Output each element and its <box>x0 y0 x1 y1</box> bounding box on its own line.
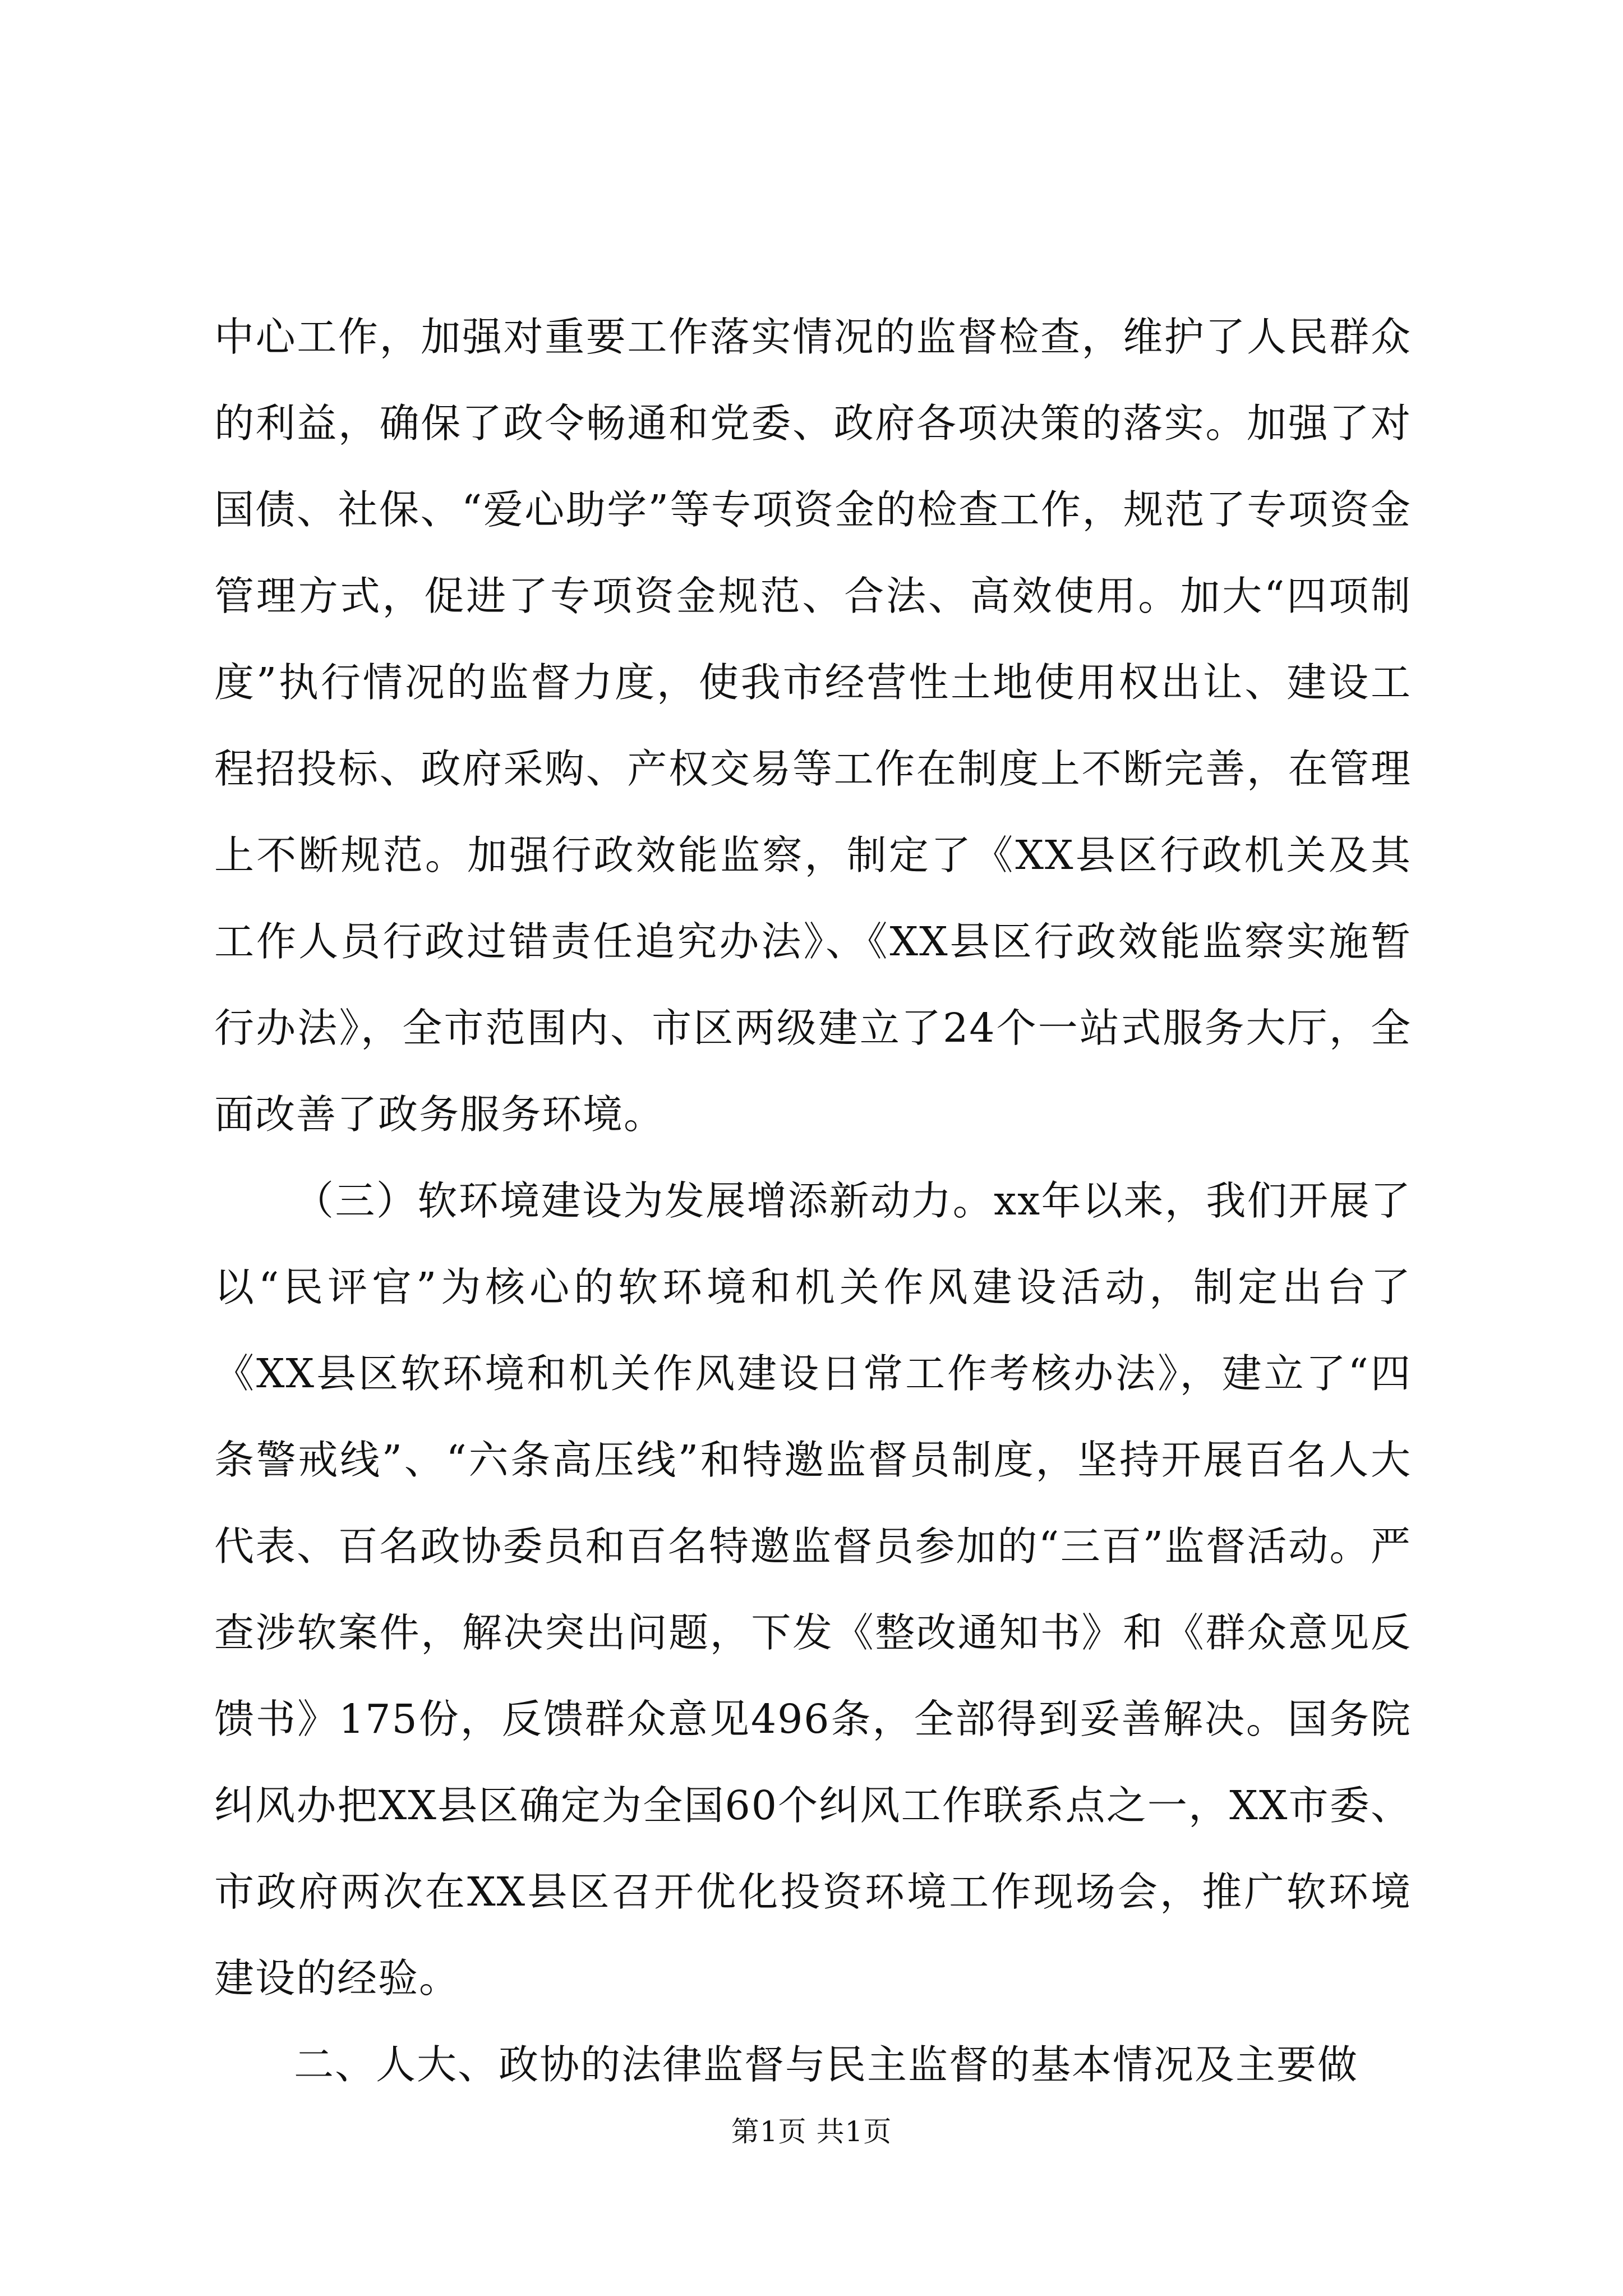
paragraph-section-three: （三）软环境建设为发展增添新动力。xx年以来，我们开展了以“民评官”为核心的软环境和机关作风建设活动，制定出台了《XX县区软环境和机关作风建设日常工作考核办法》，建立了“四条警戒线”、“六条高压线”和特邀监督员制度，坚持开展百名人大代表、百名政协委员和百名特邀监督员参加的“三百”监督活动。严查涉软案件，解决突出问题，下发《整改通知书》和《群众意见反馈书》175份，反馈群众意见496条，全部得到妥善解决。国务院纠风办把XX县区确定为全国60个纠风工作联系点之一，XX市委、市政府两次在XX县区召开优化投资环境工作现场会，推广软环境建设的经验。 <box>214 1177 1412 2001</box>
paragraph-continued: 中心工作，加强对重要工作落实情况的监督检查，维护了人民群众的利益，确保了政令畅通和党委、政府各项决策的落实。加强了对国债、社保、“爱心助学”等专项资金的检查工作，规范了专项资金管理方式，促进了专项资金规范、合法、高效使用。加大“四项制度”执行情况的监督力度，使我市经营性土地使用权出让、建设工程招投标、政府采购、产权交易等工作在制度上不断完善，在管理上不断规范。加强行政效能监察，制定了《XX县区行政机关及其工作人员行政过错责任追究办法》、《XX县区行政效能监察实施暂行办法》，全市范围内、市区两级建立了24个一站式服务大厅，全面改善了政务服务环境。 <box>214 314 1412 1138</box>
page-footer: 第1页 共1页 <box>731 2115 892 2148</box>
paragraph-section-heading-two: 二、人大、政协的法律监督与民主监督的基本情况及主要做 <box>294 2041 1359 2088</box>
document-body <box>214 294 1412 2108</box>
